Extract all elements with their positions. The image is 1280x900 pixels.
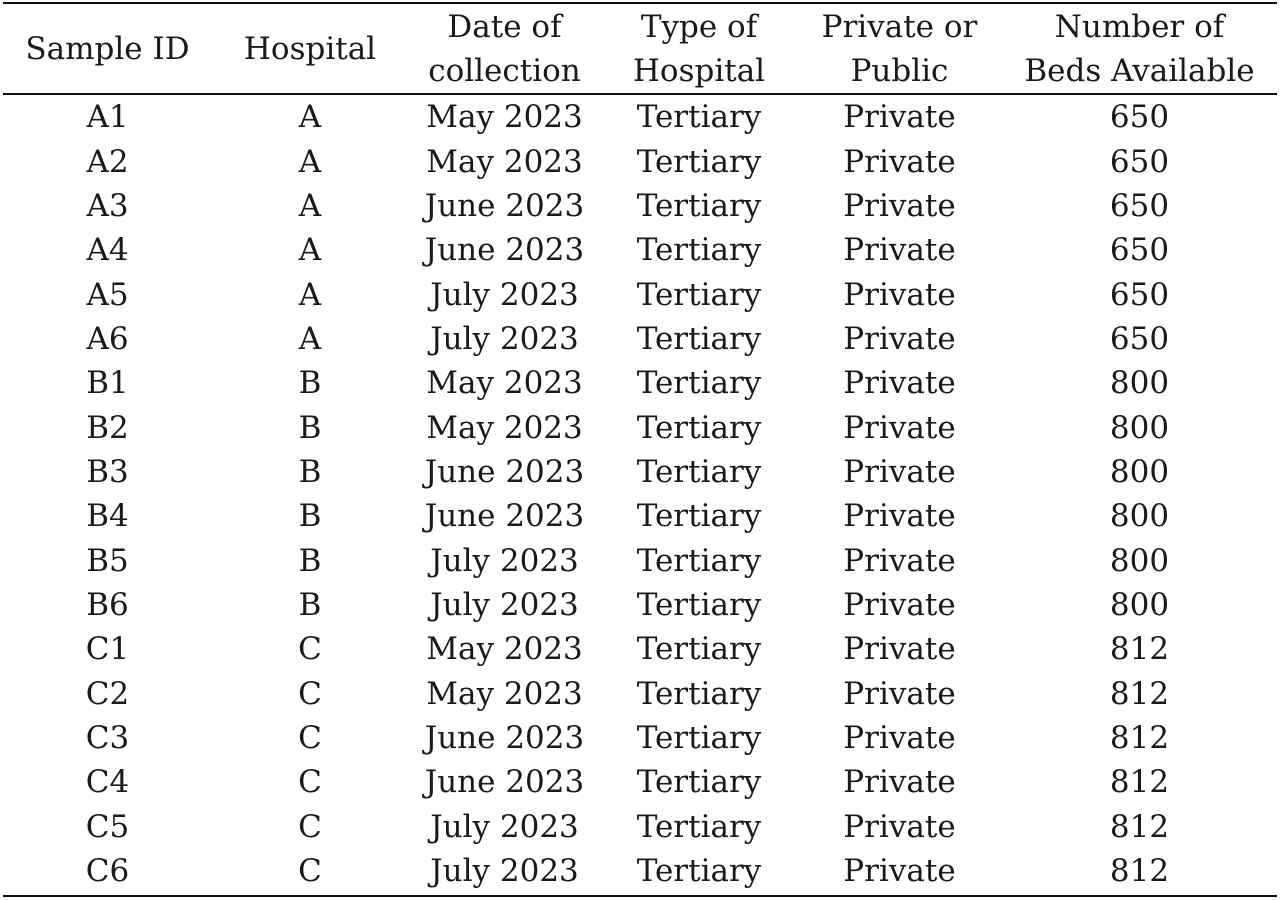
cell-date-of-collection: July 2023 bbox=[430, 320, 579, 357]
cell-hospital: A bbox=[298, 143, 322, 180]
table-row bbox=[3, 671, 1277, 715]
cell-type-of-hospital: Tertiary bbox=[636, 586, 762, 623]
cell-sample-id: C3 bbox=[85, 719, 130, 756]
cell-beds-available: 800 bbox=[1109, 365, 1170, 402]
cell-private-or-public: Private bbox=[843, 542, 956, 579]
cell-beds-available: 650 bbox=[1109, 187, 1170, 224]
header-label: Hospital bbox=[243, 30, 377, 67]
cell-type-of-hospital: Tertiary bbox=[636, 853, 762, 890]
cell-beds-available: 650 bbox=[1109, 99, 1170, 136]
cell-sample-id: A3 bbox=[86, 187, 129, 224]
cell-hospital: B bbox=[298, 453, 322, 490]
cell-private-or-public: Private bbox=[843, 187, 956, 224]
cell-hospital: A bbox=[298, 276, 322, 313]
cell-type-of-hospital: Tertiary bbox=[636, 99, 762, 136]
cell-type-of-hospital: Tertiary bbox=[636, 320, 762, 357]
cell-type-of-hospital: Tertiary bbox=[636, 276, 762, 313]
table-row bbox=[3, 317, 1277, 361]
cell-date-of-collection: July 2023 bbox=[430, 853, 579, 890]
cell-private-or-public: Private bbox=[843, 853, 956, 890]
header-label: Sample ID bbox=[25, 30, 190, 67]
cell-sample-id: B3 bbox=[86, 453, 129, 490]
table-row bbox=[3, 450, 1277, 494]
cell-sample-id: C2 bbox=[85, 675, 130, 712]
table-row bbox=[3, 716, 1277, 760]
cell-type-of-hospital: Tertiary bbox=[636, 542, 762, 579]
cell-private-or-public: Private bbox=[843, 498, 956, 535]
cell-date-of-collection: July 2023 bbox=[430, 276, 579, 313]
cell-type-of-hospital: Tertiary bbox=[636, 498, 762, 535]
cell-type-of-hospital: Tertiary bbox=[636, 675, 762, 712]
cell-hospital: B bbox=[298, 542, 322, 579]
cell-sample-id: B5 bbox=[86, 542, 129, 579]
cell-type-of-hospital: Tertiary bbox=[636, 719, 762, 756]
cell-private-or-public: Private bbox=[843, 719, 956, 756]
header-date-of-collection bbox=[408, 4, 601, 93]
table-row bbox=[3, 272, 1277, 316]
cell-hospital: C bbox=[298, 675, 322, 712]
table-row bbox=[3, 849, 1277, 893]
table-row bbox=[3, 538, 1277, 582]
header-label-line1: Type of bbox=[640, 8, 758, 45]
table-body bbox=[3, 93, 1277, 893]
cell-sample-id: C1 bbox=[85, 631, 130, 668]
cell-type-of-hospital: Tertiary bbox=[636, 409, 762, 446]
cell-hospital: C bbox=[298, 853, 322, 890]
cell-sample-id: A4 bbox=[86, 232, 129, 269]
header-label-line2: collection bbox=[428, 52, 581, 89]
cell-type-of-hospital: Tertiary bbox=[636, 808, 762, 845]
cell-sample-id: B6 bbox=[86, 586, 129, 623]
table-row bbox=[3, 805, 1277, 849]
cell-type-of-hospital: Tertiary bbox=[636, 453, 762, 490]
table-row bbox=[3, 627, 1277, 671]
table-row bbox=[3, 228, 1277, 272]
cell-date-of-collection: June 2023 bbox=[424, 764, 585, 801]
cell-beds-available: 812 bbox=[1109, 675, 1170, 712]
cell-beds-available: 800 bbox=[1109, 453, 1170, 490]
cell-sample-id: A5 bbox=[86, 276, 129, 313]
cell-beds-available: 812 bbox=[1109, 853, 1170, 890]
cell-private-or-public: Private bbox=[843, 320, 956, 357]
cell-hospital: A bbox=[298, 320, 322, 357]
table-row bbox=[3, 760, 1277, 804]
header-sample-id bbox=[3, 4, 212, 93]
cell-date-of-collection: May 2023 bbox=[426, 675, 583, 712]
table-row bbox=[3, 583, 1277, 627]
cell-date-of-collection: July 2023 bbox=[430, 808, 579, 845]
cell-date-of-collection: July 2023 bbox=[430, 586, 579, 623]
cell-private-or-public: Private bbox=[843, 365, 956, 402]
table-row bbox=[3, 184, 1277, 228]
header-row bbox=[3, 4, 1277, 93]
cell-type-of-hospital: Tertiary bbox=[636, 631, 762, 668]
cell-hospital: A bbox=[298, 99, 322, 136]
header-number-of-beds bbox=[1002, 4, 1277, 93]
sample-table bbox=[3, 4, 1277, 893]
cell-beds-available: 812 bbox=[1109, 631, 1170, 668]
cell-private-or-public: Private bbox=[843, 808, 956, 845]
cell-sample-id: A1 bbox=[86, 99, 129, 136]
cell-type-of-hospital: Tertiary bbox=[636, 143, 762, 180]
cell-private-or-public: Private bbox=[843, 675, 956, 712]
cell-beds-available: 812 bbox=[1109, 808, 1170, 845]
cell-beds-available: 812 bbox=[1109, 764, 1170, 801]
cell-sample-id: B1 bbox=[86, 365, 129, 402]
cell-hospital: B bbox=[298, 498, 322, 535]
cell-type-of-hospital: Tertiary bbox=[636, 232, 762, 269]
cell-hospital: C bbox=[298, 631, 322, 668]
header-label-line2: Beds Available bbox=[1024, 52, 1255, 89]
header-label-line1: Date of bbox=[447, 8, 562, 45]
cell-sample-id: C5 bbox=[85, 808, 130, 845]
cell-date-of-collection: June 2023 bbox=[424, 498, 585, 535]
cell-beds-available: 800 bbox=[1109, 542, 1170, 579]
table-header bbox=[3, 4, 1277, 93]
cell-private-or-public: Private bbox=[843, 232, 956, 269]
cell-beds-available: 812 bbox=[1109, 719, 1170, 756]
cell-beds-available: 800 bbox=[1109, 586, 1170, 623]
header-type-of-hospital bbox=[601, 4, 797, 93]
cell-private-or-public: Private bbox=[843, 631, 956, 668]
table-row bbox=[3, 139, 1277, 183]
header-private-or-public bbox=[797, 4, 1002, 93]
cell-hospital: B bbox=[298, 586, 322, 623]
cell-type-of-hospital: Tertiary bbox=[636, 365, 762, 402]
table-row bbox=[3, 361, 1277, 405]
cell-hospital: C bbox=[298, 719, 322, 756]
cell-sample-id: B2 bbox=[86, 409, 129, 446]
table-row bbox=[3, 494, 1277, 538]
cell-date-of-collection: June 2023 bbox=[424, 719, 585, 756]
table-row bbox=[3, 93, 1277, 139]
header-label-line1: Number of bbox=[1054, 8, 1225, 45]
cell-hospital: A bbox=[298, 232, 322, 269]
cell-beds-available: 650 bbox=[1109, 276, 1170, 313]
cell-date-of-collection: May 2023 bbox=[426, 99, 583, 136]
cell-date-of-collection: June 2023 bbox=[424, 187, 585, 224]
cell-beds-available: 800 bbox=[1109, 498, 1170, 535]
cell-hospital: B bbox=[298, 409, 322, 446]
header-label-line2: Hospital bbox=[632, 52, 766, 89]
cell-beds-available: 650 bbox=[1109, 232, 1170, 269]
cell-beds-available: 800 bbox=[1109, 409, 1170, 446]
cell-sample-id: B4 bbox=[86, 498, 129, 535]
header-label-line2: Public bbox=[850, 52, 949, 89]
cell-hospital: A bbox=[298, 187, 322, 224]
cell-beds-available: 650 bbox=[1109, 143, 1170, 180]
cell-date-of-collection: May 2023 bbox=[426, 409, 583, 446]
cell-date-of-collection: May 2023 bbox=[426, 365, 583, 402]
cell-private-or-public: Private bbox=[843, 586, 956, 623]
cell-sample-id: C6 bbox=[85, 853, 130, 890]
cell-private-or-public: Private bbox=[843, 99, 956, 136]
cell-date-of-collection: May 2023 bbox=[426, 143, 583, 180]
cell-sample-id: C4 bbox=[85, 764, 130, 801]
table-bottom-rule bbox=[3, 895, 1277, 897]
cell-private-or-public: Private bbox=[843, 453, 956, 490]
cell-type-of-hospital: Tertiary bbox=[636, 187, 762, 224]
cell-date-of-collection: July 2023 bbox=[430, 542, 579, 579]
cell-type-of-hospital: Tertiary bbox=[636, 764, 762, 801]
cell-date-of-collection: June 2023 bbox=[424, 232, 585, 269]
cell-beds-available: 650 bbox=[1109, 320, 1170, 357]
cell-private-or-public: Private bbox=[843, 409, 956, 446]
table-row bbox=[3, 405, 1277, 449]
cell-private-or-public: Private bbox=[843, 143, 956, 180]
header-label-line1: Private or bbox=[821, 8, 978, 45]
cell-private-or-public: Private bbox=[843, 764, 956, 801]
cell-hospital: C bbox=[298, 808, 322, 845]
cell-date-of-collection: May 2023 bbox=[426, 631, 583, 668]
cell-sample-id: A2 bbox=[86, 143, 129, 180]
cell-hospital: B bbox=[298, 365, 322, 402]
cell-hospital: C bbox=[298, 764, 322, 801]
cell-private-or-public: Private bbox=[843, 276, 956, 313]
cell-date-of-collection: June 2023 bbox=[424, 453, 585, 490]
header-hospital bbox=[212, 4, 408, 93]
cell-sample-id: A6 bbox=[86, 320, 129, 357]
